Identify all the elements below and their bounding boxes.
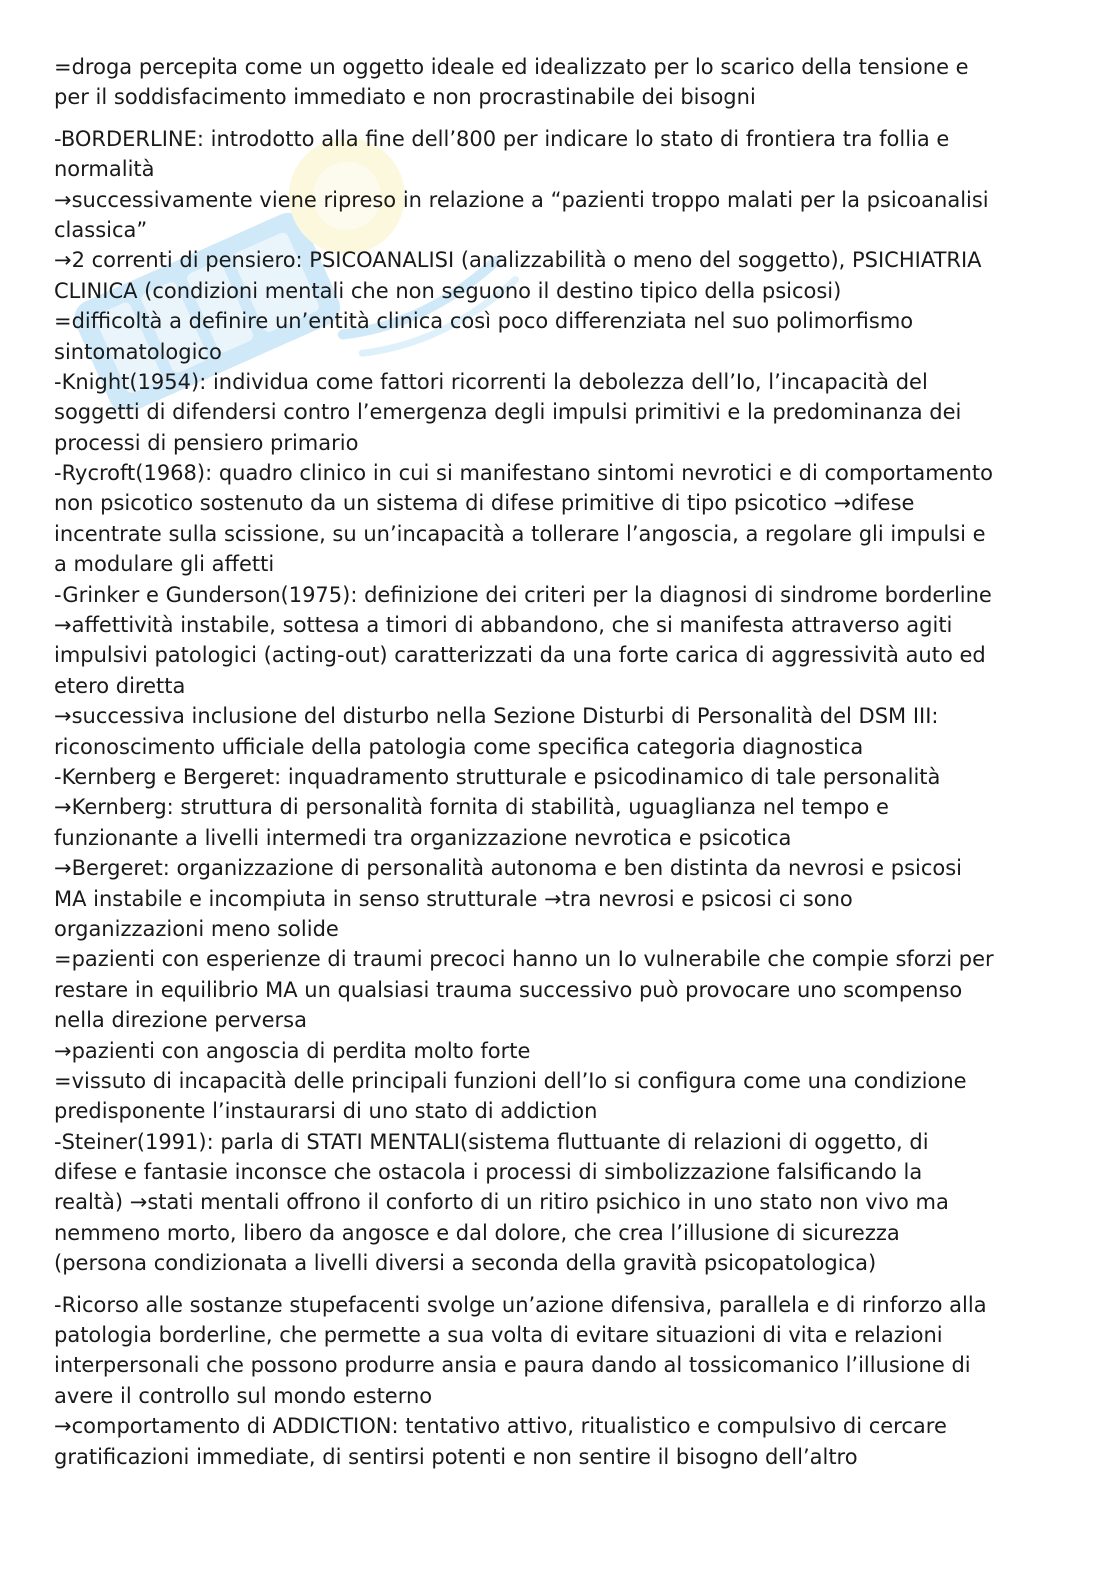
text-line: -Kernberg e Bergeret: inquadramento strutturale e psicodinamico di tale personalità [54, 764, 941, 789]
text-line: realtà) →stati mentali offrono il conforto di un ritiro psichico in uno stato non vivo ma [54, 1190, 949, 1215]
text-line: nella direzione perversa [54, 1008, 307, 1033]
text-line: (persona condizionata a livelli diversi a seconda della gravità psicopatologica) [54, 1251, 877, 1276]
text-line: interpersonali che possono produrre ansia e paura dando al tossicomanico l’illusione di [54, 1353, 971, 1378]
text-line: classica” [54, 217, 148, 242]
text-line: sintomatologico [54, 339, 222, 364]
text-line: incentrate sulla scissione, su un’incapacità a tollerare l’angoscia, a regolare gli impulsi e [54, 521, 986, 546]
text-line: a modulare gli affetti [54, 552, 275, 577]
text-line: →successiva inclusione del disturbo nella Sezione Disturbi di Personalità del DSM III: [54, 704, 939, 729]
text-line: nemmeno morto, libero da angosce e dal dolore, che crea l’illusione di sicurezza [54, 1220, 900, 1245]
text-line: per il soddisfacimento immediato e non procrastinabile dei bisogni [54, 85, 756, 110]
text-line: soggetti di difendersi contro l’emergenza degli impulsi primitivi e la predominanza dei [54, 400, 962, 425]
text-line: riconoscimento ufficiale della patologia come specifica categoria diagnostica [54, 734, 864, 759]
text-line: impulsivi patologici (acting-out) caratterizzati da una forte carica di aggressività auto ed [54, 643, 986, 668]
text-line: CLINICA (condizioni mentali che non seguono il destino tipico della psicosi) [54, 278, 842, 303]
text-line: funzionante a livelli intermedi tra organizzazione nevrotica e psicotica [54, 825, 792, 850]
text-line: gratificazioni immediate, di sentirsi potenti e non sentire il bisogno dell’altro [54, 1444, 858, 1469]
document-body [54, 52, 1066, 1472]
text-line: →2 correnti di pensiero: PSICOANALISI (analizzabilità o meno del soggetto), PSICHIATRIA [54, 248, 982, 273]
text-line: avere il controllo sul mondo esterno [54, 1383, 433, 1408]
text-line: processi di pensiero primario [54, 430, 359, 455]
text-line: =vissuto di incapacità delle principali funzioni dell’Io si configura come una condizione [54, 1068, 967, 1093]
text-line: →pazienti con angoscia di perdita molto forte [54, 1038, 531, 1063]
text-line: normalità [54, 157, 155, 182]
paragraph-gap [54, 1279, 1066, 1290]
text-line: =difficoltà a definire un’entità clinica così poco differenziata nel suo polimorfismo [54, 309, 914, 334]
text-line: etero diretta [54, 673, 186, 698]
text-line: →Bergeret: organizzazione di personalità autonoma e ben distinta da nevrosi e psicosi [54, 856, 963, 881]
text-line: →Kernberg: struttura di personalità fornita di stabilità, uguaglianza nel tempo e [54, 795, 889, 820]
text-line: organizzazioni meno solide [54, 916, 339, 941]
text-line: patologia borderline, che permette a sua volta di evitare situazioni di vita e relazioni [54, 1323, 943, 1348]
text-line: →successivamente viene ripreso in relazione a “pazienti troppo malati per la psicoanalisi [54, 187, 989, 212]
text-line: =droga percepita come un oggetto ideale ed idealizzato per lo scarico della tensione e [54, 55, 969, 79]
text-line: -BORDERLINE: introdotto alla fine dell’800 per indicare lo stato di frontiera tra follia e [54, 126, 950, 151]
text-line: -Grinker e Gunderson(1975): definizione dei criteri per la diagnosi di sindrome borderline [54, 582, 992, 607]
text-line: restare in equilibrio MA un qualsiasi trauma successivo può provocare uno scompenso [54, 977, 963, 1002]
text-line: -Rycroft(1968): quadro clinico in cui si manifestano sintomi nevrotici e di comportamento [54, 461, 994, 486]
text-line: →comportamento di ADDICTION: tentativo attivo, ritualistico e compulsivo di cercare [54, 1414, 947, 1439]
text-line: non psicotico sostenuto da un sistema di difese primitive di tipo psicotico →difese [54, 491, 915, 516]
text-line: -Steiner(1991): parla di STATI MENTALI(sistema fluttuante di relazioni di oggetto, di [54, 1129, 929, 1154]
text-line: =pazienti con esperienze di traumi precoci hanno un Io vulnerabile che compie sforzi per [54, 947, 994, 972]
text-line: predisponente l’instaurarsi di uno stato di addiction [54, 1099, 598, 1124]
paragraph-gap [54, 113, 1066, 124]
text-line: -Knight(1954): individua come fattori ricorrenti la debolezza dell’Io, l’incapacità del [54, 369, 928, 394]
text-line: →affettività instabile, sottesa a timori di abbandono, che si manifesta attraverso agiti [54, 613, 953, 638]
text-line: difese e fantasie inconsce che ostacola i processi di simbolizzazione falsificando la [54, 1160, 923, 1185]
text-line: MA instabile e incompiuta in senso strutturale →tra nevrosi e psicosi ci sono [54, 886, 853, 911]
text-line: -Ricorso alle sostanze stupefacenti svolge un’azione difensiva, parallela e di rinforzo alla [54, 1292, 987, 1317]
